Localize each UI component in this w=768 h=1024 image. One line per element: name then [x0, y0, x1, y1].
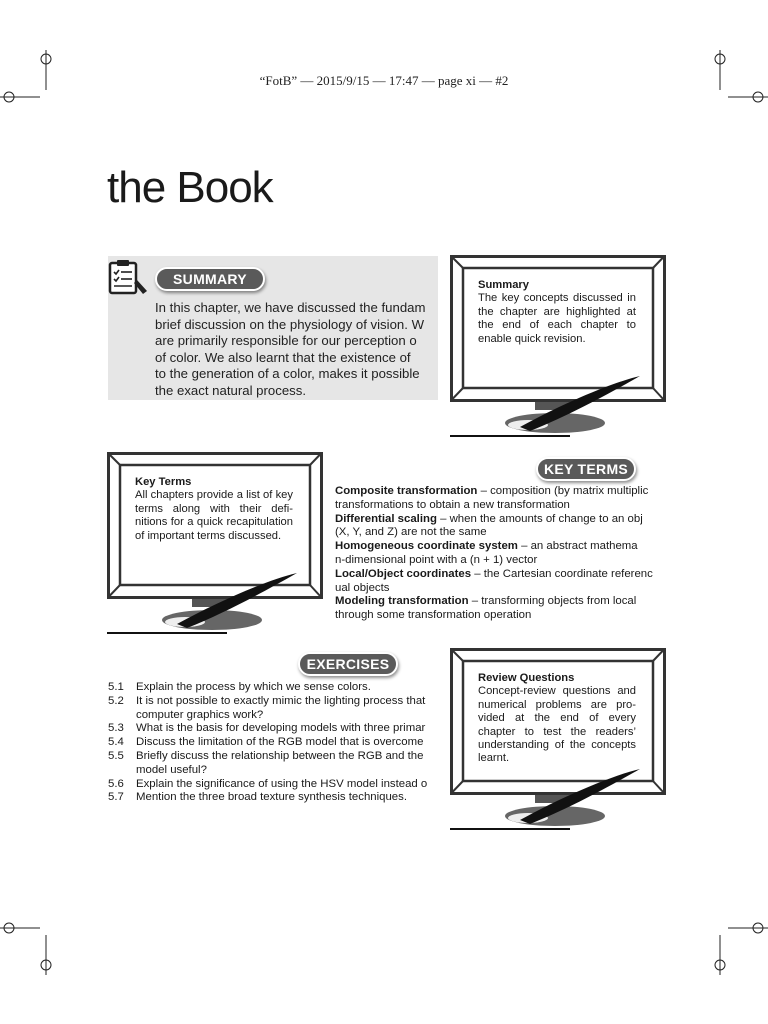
exercise-text: Explain the process by which we sense colors. [136, 681, 371, 693]
exercise-text: Briefly discuss the relationship between the RGB and the [136, 749, 424, 762]
exercise-item [108, 736, 438, 750]
exercise-text: Mention the three broad texture synthesis techniques. [136, 791, 408, 804]
monitor-review-questions [450, 648, 666, 833]
key-term-continuation: (X, Y, and Z) are not the same [335, 526, 487, 539]
monitor-heading: Key Terms [135, 476, 192, 488]
exercise-item [108, 681, 438, 695]
exercise-text: It is not possible to exactly mimic the lighting process that [136, 694, 426, 707]
exercise-text: Discuss the limitation of the RGB model that is overcome [136, 736, 424, 749]
key-term-definition: – composition (by matrix multiplic [477, 485, 649, 497]
exercise-number: 5.6 [108, 777, 124, 790]
exercise-number: 5.2 [108, 694, 124, 707]
page-title: the Book [107, 163, 273, 212]
monitor-body: The key concepts discussed in the chapter are highlighted at the end of each chapter to enable quick revision. [478, 292, 636, 345]
summary-line: of color. We also learnt that the existence of [155, 349, 411, 365]
exercise-item [108, 750, 438, 764]
monitor-heading: Review Questions [478, 672, 575, 684]
key-term-definition: – the Cartesian coordinate referenc [471, 567, 653, 580]
summary-line: In this chapter, we have discussed the fundam [155, 300, 426, 315]
exercise-text: Explain the significance of using the HSV model instead o [136, 777, 428, 790]
exercises-list [108, 681, 438, 806]
key-term-continuation: ual objects [335, 581, 390, 594]
monitor-key-terms [107, 452, 323, 637]
crop-mark-bottom-left [0, 905, 70, 985]
exercise-text: What is the basis for developing models with three primar [136, 722, 426, 735]
key-terms-list [335, 485, 665, 625]
summary-badge: SUMMARY [155, 267, 265, 291]
key-term-name: Composite transformation [335, 485, 478, 497]
exercise-number: 5.4 [108, 736, 124, 749]
exercise-item [108, 722, 438, 736]
monitor-summary [450, 255, 666, 440]
key-term-continuation: n-dimensional point with a (n + 1) vector [335, 553, 538, 566]
clipboard-checklist-icon [107, 258, 151, 296]
summary-line: brief discussion on the physiology of vision. W [155, 316, 425, 332]
exercise-item [108, 791, 438, 805]
key-terms-badge: KEY TERMS [536, 457, 636, 481]
exercise-number: 5.7 [108, 791, 124, 804]
monitor-body: Concept-review questions and numerical problems are pro-vided at the end of every chapter to test the readers’ understanding of the concepts learnt. [478, 685, 636, 765]
key-term-entry [335, 485, 665, 499]
monitor-body: All chapters provide a list of key terms along with their defi-nitions for a quick recapitulation of important terms discussed. [135, 489, 293, 542]
monitor-heading: Summary [478, 279, 529, 291]
exercise-item [108, 695, 438, 709]
key-term-definition: – an abstract mathema [517, 540, 638, 553]
exercise-text: computer graphics work? [136, 708, 264, 721]
summary-text [155, 300, 438, 400]
exercise-text: model useful? [136, 763, 207, 776]
key-term-entry [335, 513, 665, 527]
key-term-definition: – transforming objects from local [468, 595, 637, 608]
key-term-entry [335, 568, 665, 582]
exercise-item [108, 764, 438, 778]
crop-mark-bottom-right [698, 905, 768, 985]
summary-line: are primarily responsible for our perception o [155, 333, 417, 349]
key-term-continuation: through some transformation operation [335, 609, 532, 622]
exercise-item [108, 709, 438, 723]
key-term-name: Modeling transformation [335, 595, 469, 608]
exercise-number: 5.1 [108, 681, 124, 693]
exercises-badge: EXERCISES [298, 652, 398, 676]
key-term-entry [335, 595, 665, 609]
exercise-number: 5.5 [108, 749, 124, 762]
exercise-item [108, 778, 438, 792]
key-term-name: Differential scaling [335, 512, 437, 525]
key-term-definition: – when the amounts of change to an obj [436, 512, 643, 525]
exercise-number: 5.3 [108, 722, 124, 735]
summary-line: to the generation of a color, makes it possible [155, 366, 420, 382]
key-term-entry [335, 540, 665, 554]
key-term-name: Local/Object coordinates [335, 567, 472, 580]
key-term-continuation: transformations to obtain a new transformation [335, 498, 570, 511]
summary-line: the exact natural process. [155, 382, 307, 398]
key-term-name: Homogeneous coordinate system [335, 540, 518, 553]
running-header: “FotB” — 2015/9/15 — 17:47 — page xi — #2 [259, 73, 509, 88]
